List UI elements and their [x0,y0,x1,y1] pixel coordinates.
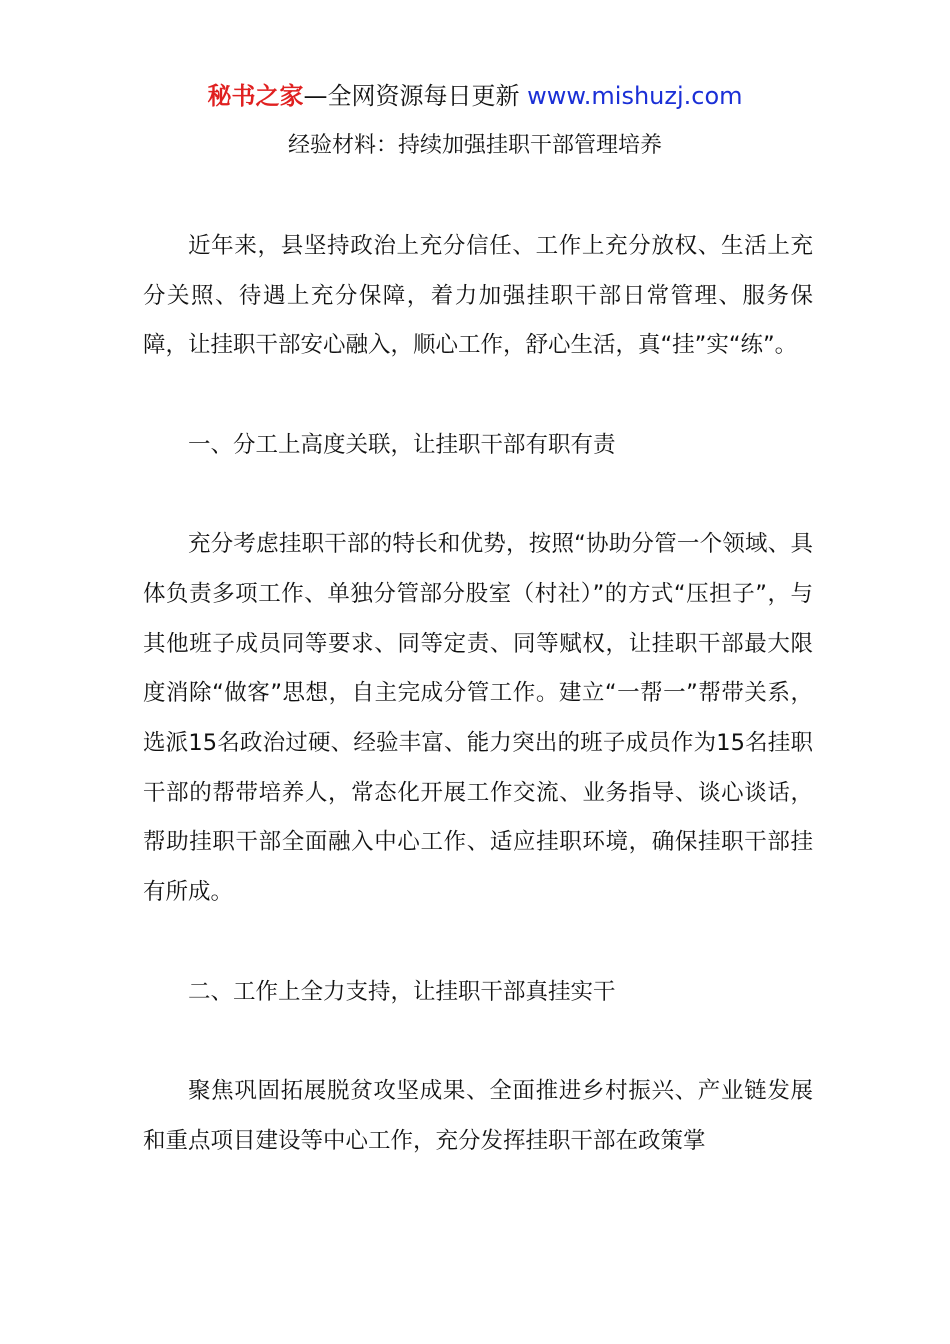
site-url-link[interactable]: www.mishuzj.com [527,82,743,110]
header-slogan: —全网资源每日更新 [303,82,528,110]
brand-name: 秘书之家 [207,82,304,110]
section-2-paragraph: 聚焦巩固拓展脱贫攻坚成果、全面推进乡村振兴、产业链发展和重点项目建设等中心工作，充分发挥挂职干部在政策掌 [143,1077,813,1154]
section-1-paragraph: 充分考虑挂职干部的特长和优势，按照“协助分管一个领域、具体负责多项工作、单独分管部分股室（村社）”的方式“压担子”，与其他班子成员同等要求、同等定责、同等赋权，让挂职干部最大限度消除“做客”思想，自主完成分管工作。建立“一帮一”帮带关系，选派15名政治过硬、经验丰富、能力突出的班子成员作为15名挂职干部的帮带培养人，常态化开展工作交流、业务指导、谈心谈话，帮助挂职干部全面融入中心工作、适应挂职环境，确保挂职干部挂有所成。 [143,531,813,906]
site-header [0,80,950,112]
document-title: 经验材料：持续加强挂职干部管理培养 [287,133,662,158]
section-heading-1: 一、分工上高度关联，让挂职干部有职有责 [188,431,616,458]
section-heading-2: 二、工作上全力支持，让挂职干部真挂实干 [188,978,616,1005]
intro-paragraph: 近年来，县坚持政治上充分信任、工作上充分放权、生活上充分关照、待遇上充分保障，着力加强挂职干部日常管理、服务保障，让挂职干部安心融入，顺心工作，舒心生活，真“挂”实“练”。 [143,233,813,359]
document-body [143,222,813,1216]
